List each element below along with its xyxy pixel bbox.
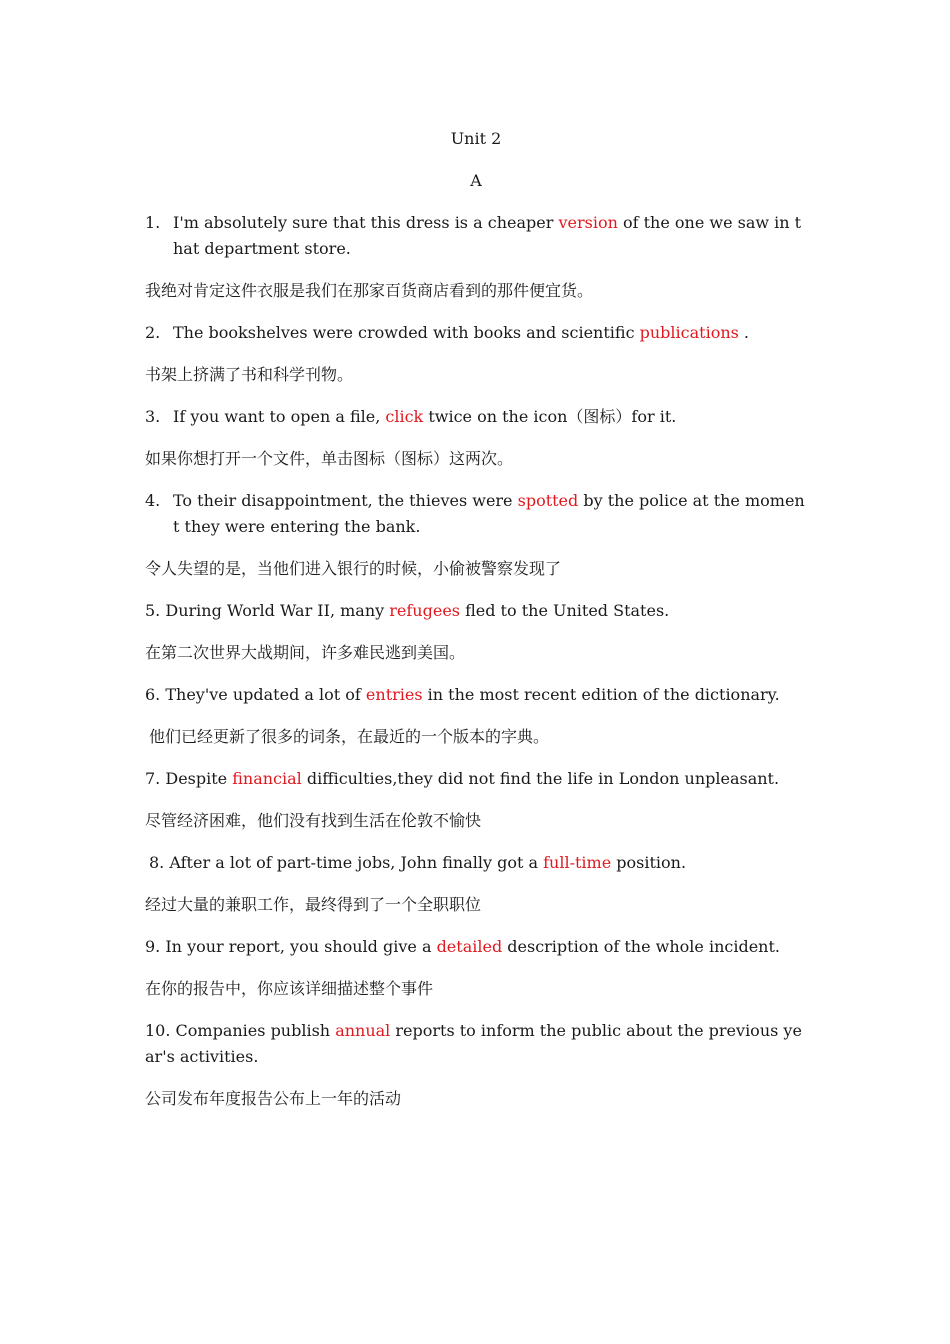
keyword: refugees	[389, 601, 460, 620]
sentence-item-5	[145, 598, 807, 624]
translation-2: 书架上挤满了书和科学刊物。	[145, 365, 354, 384]
section-heading: A	[470, 171, 482, 190]
translation-7: 尽管经济困难，他们没有找到生活在伦敦不愉快	[145, 811, 482, 830]
keyword: entries	[365, 685, 423, 704]
item-number: 4.	[145, 491, 161, 510]
sentence-item-9	[145, 934, 807, 960]
item-number: 3.	[145, 407, 161, 426]
keyword: annual	[335, 1021, 391, 1040]
sentence-pre: During World War II, many	[165, 601, 390, 620]
sentence-item-4	[145, 488, 807, 540]
translation-6: 他们已经更新了很多的词条，在最近的一个版本的字典。	[149, 727, 550, 746]
keyword: spotted	[517, 491, 579, 510]
keyword: full-time	[543, 853, 612, 872]
sentence-pre: Despite	[165, 769, 233, 788]
sentence-item-7	[145, 766, 807, 792]
sentence-pre: Companies publish	[175, 1021, 336, 1040]
translation-3: 如果你想打开一个文件，单击图标（图标）这两次。	[145, 449, 514, 468]
translation-10: 公司发布年度报告公布上一年的活动	[145, 1089, 402, 1108]
keyword: financial	[232, 769, 302, 788]
translation-5: 在第二次世界大战期间，许多难民逃到美国。	[145, 643, 466, 662]
sentence-post: fled to the United States.	[460, 601, 670, 620]
sentence-item-8	[145, 850, 807, 876]
sentence-post: position.	[611, 853, 687, 872]
sentence-post: twice on the icon（图标）for it.	[423, 407, 677, 426]
sentence-pre: If you want to open a file,	[173, 407, 386, 426]
sentence-post: in the most recent edition of the dictionary.	[422, 685, 780, 704]
sentence-post: by the police at the moment they were entering the bank.	[173, 491, 805, 536]
keyword: detailed	[436, 937, 503, 956]
sentence-text	[173, 404, 807, 430]
sentence-item-3	[145, 404, 807, 430]
sentence-text	[173, 320, 807, 346]
sentence-post: difficulties,they did not find the life in London unpleasant.	[301, 769, 780, 788]
sentence-pre: To their disappointment, the thieves were	[173, 491, 518, 510]
item-number: 10.	[145, 1021, 171, 1040]
keyword: version	[558, 213, 618, 232]
sentence-item-2	[145, 320, 807, 346]
item-number: 9.	[145, 937, 161, 956]
document-page	[145, 126, 807, 1128]
sentence-text	[173, 210, 807, 262]
sentence-text	[173, 488, 807, 540]
sentence-post: description of the whole incident.	[502, 937, 780, 956]
sentence-pre: In your report, you should give a	[165, 937, 437, 956]
sentence-post: .	[738, 323, 750, 342]
sentence-item-6	[145, 682, 807, 708]
item-number: 1.	[145, 213, 161, 232]
sentence-pre: The bookshelves were crowded with books and scientific	[173, 323, 640, 342]
item-number: 5.	[145, 601, 161, 620]
translation-9: 在你的报告中，你应该详细描述整个事件	[145, 979, 434, 998]
sentence-pre: After a lot of part-time jobs, John finally got a	[169, 853, 544, 872]
sentence-post: reports to inform the public about the previous year's activities.	[145, 1021, 802, 1066]
sentence-item-10	[145, 1018, 807, 1070]
item-number: 6.	[145, 685, 161, 704]
item-number: 8.	[149, 853, 165, 872]
keyword: click	[385, 407, 424, 426]
sentence-pre: They've updated a lot of	[165, 685, 366, 704]
item-number: 2.	[145, 323, 161, 342]
unit-title: Unit 2	[450, 129, 502, 148]
keyword: publications	[639, 323, 739, 342]
sentence-pre: I'm absolutely sure that this dress is a cheaper	[173, 213, 559, 232]
sentence-item-1	[145, 210, 807, 262]
translation-4: 令人失望的是，当他们进入银行的时候，小偷被警察发现了	[145, 559, 562, 578]
sentence-post: of the one we saw in that department store.	[173, 213, 802, 258]
translation-1: 我绝对肯定这件衣服是我们在那家百货商店看到的那件便宜货。	[145, 281, 594, 300]
item-number: 7.	[145, 769, 161, 788]
translation-8: 经过大量的兼职工作，最终得到了一个全职职位	[145, 895, 482, 914]
